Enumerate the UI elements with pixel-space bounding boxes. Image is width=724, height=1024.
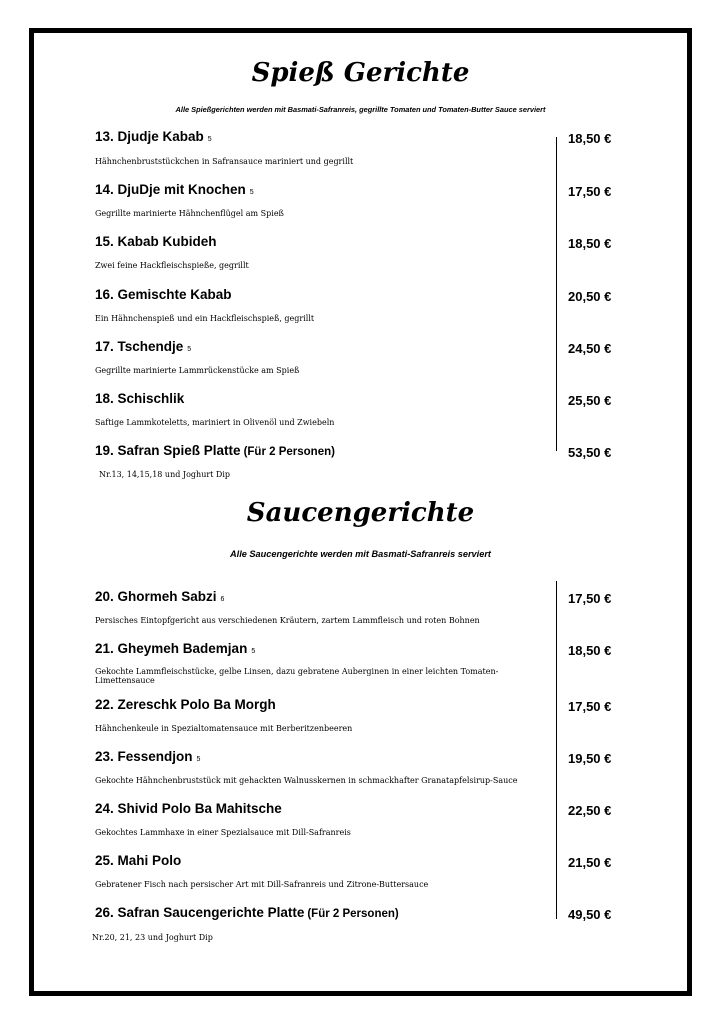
menu-item-name: 23. Fessendjon 5: [95, 749, 201, 764]
menu-item-description: Saftige Lammkoteletts, mariniert in Olivenöl und Zwiebeln: [95, 418, 335, 427]
menu-item-price: 25,50 €: [568, 393, 612, 408]
price-divider: [556, 137, 557, 451]
menu-item-description: Persisches Eintopfgericht aus verschiedenen Kräutern, zartem Lammfleisch und roten Bohnen: [95, 616, 480, 625]
price-divider: [556, 581, 557, 919]
menu-item-description: Zwei feine Hackfleischspieße, gegrillt: [95, 261, 249, 270]
menu-item-name: 25. Mahi Polo: [95, 853, 182, 868]
menu-item-description: Gekochte Lammfleischstücke, gelbe Linsen, dazu gebratene Auberginen in einer leichten Tomaten-Limettensauce: [95, 667, 499, 685]
menu-item-description: Gekochte Hähnchenbruststück mit gehackten Walnusskernen in schmackhafter Granatapfelsirup-Sauce: [95, 776, 518, 785]
menu-item-price: 53,50 €: [568, 445, 612, 460]
menu-item-description: Hähnchenbruststückchen in Safransauce mariniert und gegrillt: [95, 157, 354, 166]
menu-item-description: Gekochtes Lammhaxe in einer Spezialsauce mit Dill-Safranreis: [95, 828, 351, 837]
menu-item-price: 49,50 €: [568, 907, 612, 922]
menu-item-name: 22. Zereschk Polo Ba Morgh: [95, 697, 276, 712]
menu-item-description: Gegrillte marinierte Hähnchenflügel am Spieß: [95, 209, 284, 218]
menu-item-description: Nr.13, 14,15,18 und Joghurt Dip: [99, 470, 231, 479]
menu-item-name: 15. Kabab Kubideh: [95, 234, 217, 249]
menu-item-name: 19. Safran Spieß Platte (Für 2 Personen): [95, 443, 335, 458]
menu-item-description: Ein Hähnchenspieß und ein Hackfleischspieß, gegrillt: [95, 314, 315, 323]
menu-item-price: 18,50 €: [568, 643, 612, 658]
menu-item-price: 17,50 €: [568, 184, 612, 199]
menu-item-name: 16. Gemischte Kabab: [95, 287, 232, 302]
section-note-spiess: Alle Spießgerichten werden mit Basmati-Safranreis, gegrillte Tomaten und Tomaten-Butter Sauce serviert: [175, 105, 546, 114]
section-title-spiess: Spieß Gerichte: [251, 58, 470, 88]
menu-item-price: 17,50 €: [568, 591, 612, 606]
menu-item-price: 19,50 €: [568, 751, 612, 766]
menu-item-name: 17. Tschendje 5: [95, 339, 192, 354]
menu-item-name: 20. Ghormeh Sabzi 6: [95, 589, 225, 604]
menu-item-name: 18. Schischlik: [95, 391, 185, 406]
menu-item-price: 24,50 €: [568, 341, 612, 356]
menu-item-price: 22,50 €: [568, 803, 612, 818]
menu-item-price: 18,50 €: [568, 131, 612, 146]
menu-item-name: 14. DjuDje mit Knochen 5: [95, 182, 254, 197]
menu-item-price: 20,50 €: [568, 289, 612, 304]
menu-item-description: Nr.20, 21, 23 und Joghurt Dip: [92, 933, 213, 942]
menu-item-price: 21,50 €: [568, 855, 612, 870]
menu-item-description: Gegrillte marinierte Lammrückenstücke am Spieß: [95, 366, 300, 375]
menu-page: [29, 28, 692, 996]
menu-item-price: 17,50 €: [568, 699, 612, 714]
menu-item-name: 24. Shivid Polo Ba Mahitsche: [95, 801, 282, 816]
section-title-saucen: Saucengerichte: [246, 498, 475, 528]
menu-item-price: 18,50 €: [568, 236, 612, 251]
menu-item-name: 13. Djudje Kabab 5: [95, 129, 212, 144]
menu-item-name: 26. Safran Saucengerichte Platte (Für 2 Personen): [95, 905, 399, 920]
menu-item-description: Hähnchenkeule in Spezialtomatensauce mit Berberitzenbeeren: [95, 724, 353, 733]
menu-item-description: Gebratener Fisch nach persischer Art mit Dill-Safranreis und Zitrone-Buttersauce: [95, 880, 429, 889]
section-note-saucen: Alle Saucengerichte werden mit Basmati-Safranreis serviert: [230, 549, 491, 559]
menu-item-name: 21. Gheymeh Bademjan 5: [95, 641, 256, 656]
